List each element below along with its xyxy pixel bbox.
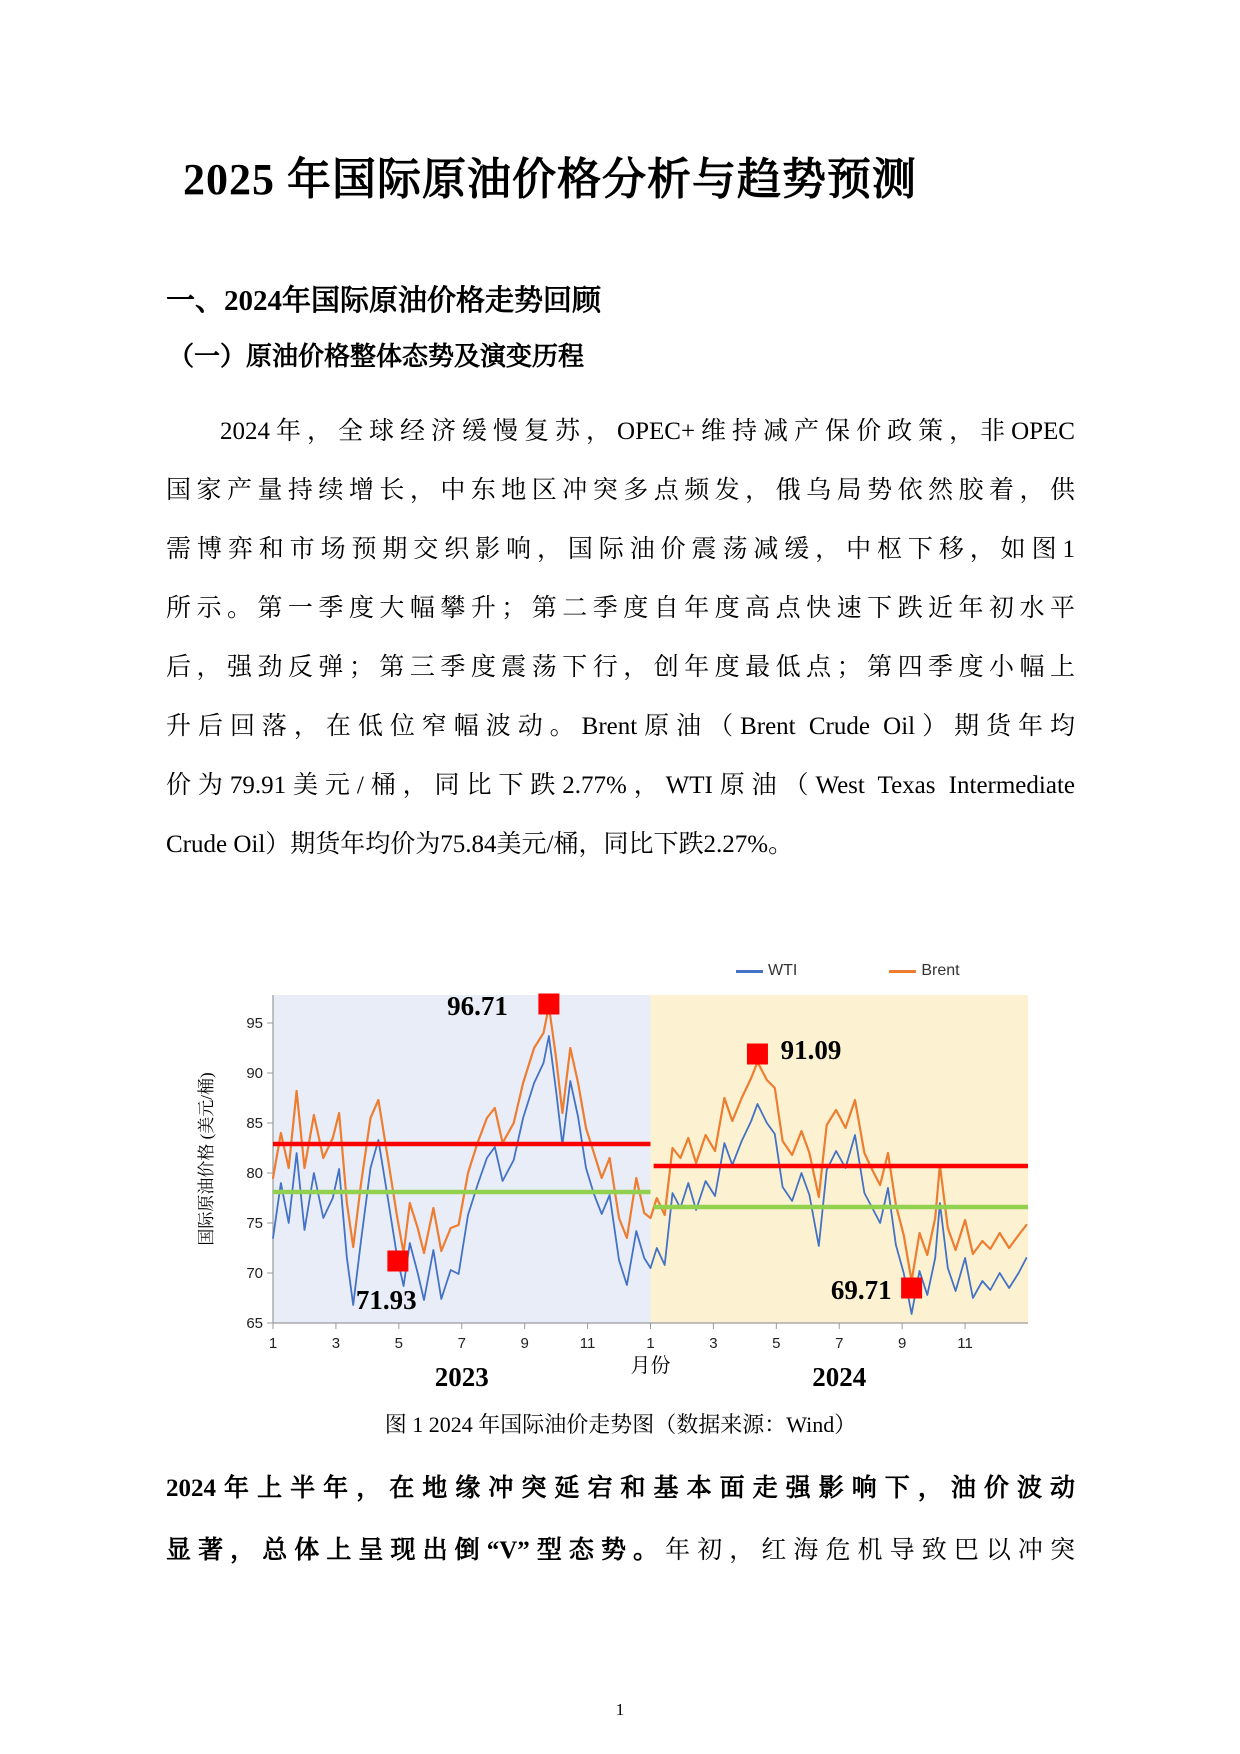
page-number: 1: [615, 1700, 625, 1719]
svg-text:1: 1: [268, 1335, 278, 1352]
svg-text:月份: 月份: [630, 1355, 671, 1377]
paragraph-line: 需博弈和市场预期交织影响，国际油价震荡减缓，中枢下移，如图1: [166, 536, 1075, 563]
subsection-heading: （一）原油价格整体态势及演变历程: [168, 342, 585, 371]
paragraph-overview: [166, 402, 1075, 874]
legend-label-wti: WTI: [768, 962, 798, 979]
svg-text:65: 65: [246, 1315, 263, 1332]
svg-text:5: 5: [394, 1335, 404, 1352]
figure-oil-price-chart: [166, 950, 1046, 1395]
legend-label-brent: Brent: [921, 962, 960, 979]
svg-text:85: 85: [246, 1115, 263, 1132]
svg-text:2023: 2023: [434, 1362, 489, 1392]
paragraph-line: 升后回落，在低位窄幅波动。Brent原油（Brent Crude Oil）期货年均: [166, 713, 1075, 740]
svg-text:9: 9: [520, 1335, 529, 1352]
regular-segment: 年初，红海危机导致巴以冲突: [665, 1537, 1075, 1564]
paragraph-line: 国家产量持续增长，中东地区冲突多点频发，俄乌局势依然胶着，供: [166, 477, 1075, 504]
svg-text:7: 7: [835, 1335, 844, 1352]
paragraph-line: 价为79.91美元/桶，同比下跌2.77%，WTI原油（West Texas Intermediate: [166, 772, 1075, 799]
paragraph-line: 后，强劲反弹；第三季度震荡下行，创年度最低点；第四季度小幅上: [166, 654, 1075, 681]
svg-text:91.09: 91.09: [780, 1035, 842, 1065]
svg-text:9: 9: [897, 1335, 907, 1352]
svg-text:71.93: 71.93: [355, 1285, 417, 1315]
paragraph-line: 2024年上半年，在地缘冲突延宕和基本面走强影响下，油价波动: [166, 1475, 1075, 1502]
paragraph-line: [166, 1520, 1075, 1582]
svg-text:2024: 2024: [812, 1362, 867, 1392]
paragraph-second-half: [166, 1458, 1075, 1582]
svg-text:70: 70: [246, 1265, 263, 1282]
svg-text:80: 80: [246, 1165, 263, 1182]
svg-text:11: 11: [579, 1335, 596, 1352]
oil-price-chart: [166, 950, 1046, 1395]
paragraph-line: 所示。第一季度大幅攀升；第二季度自年度高点快速下跌近年初水平: [166, 595, 1075, 622]
section-heading: 一、2024年国际原油价格走势回顾: [166, 285, 602, 317]
svg-text:5: 5: [772, 1335, 781, 1352]
figure-caption: 图 1 2024 年国际油价走势图（数据来源：Wind）: [384, 1412, 857, 1437]
svg-text:11: 11: [957, 1335, 973, 1352]
bold-segment: 显著，总体上呈现出倒“V”型态势。: [166, 1537, 666, 1564]
svg-text:69.71: 69.71: [830, 1275, 892, 1305]
svg-text:3: 3: [709, 1335, 718, 1352]
svg-text:3: 3: [331, 1335, 341, 1352]
svg-text:7: 7: [457, 1335, 466, 1352]
svg-text:国际原油价格 (美元/桶): 国际原油价格 (美元/桶): [197, 1072, 216, 1246]
paragraph-line: 2024年，全球经济缓慢复苏，OPEC+维持减产保价政策，非OPEC: [220, 418, 1075, 445]
svg-text:96.71: 96.71: [447, 991, 508, 1021]
document-title: 2025 年国际原油价格分析与趋势预测: [183, 155, 917, 204]
paragraph-line: Crude Oil）期货年均价为75.84美元/桶，同比下跌2.27%。: [166, 831, 794, 858]
svg-text:75: 75: [246, 1215, 263, 1232]
svg-text:95: 95: [246, 1015, 263, 1032]
svg-text:90: 90: [246, 1065, 263, 1082]
svg-text:1: 1: [646, 1335, 655, 1352]
